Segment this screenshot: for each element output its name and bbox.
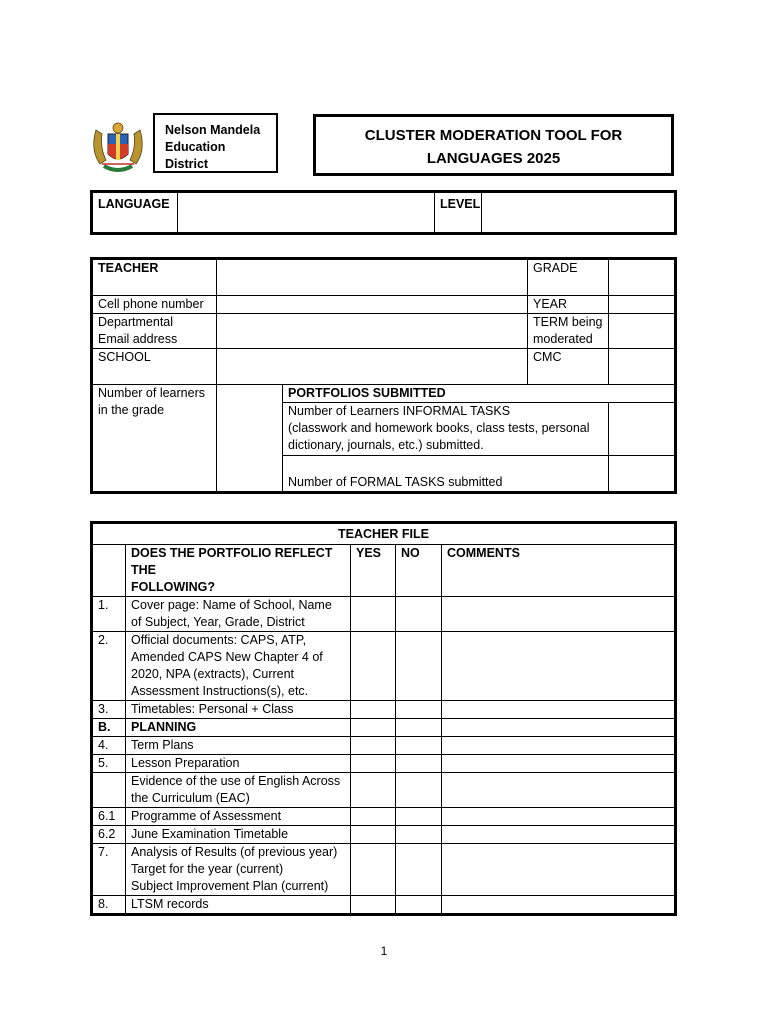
teacher-file-rows <box>92 597 676 915</box>
row-item <box>126 808 351 826</box>
learners-field[interactable] <box>217 385 283 493</box>
school-field[interactable] <box>217 349 528 385</box>
row-item-line: of Subject, Year, Grade, District <box>131 615 305 629</box>
cell-phone-label: Cell phone number <box>92 296 217 314</box>
row-number: 6.1 <box>92 808 126 826</box>
header-yes: YES <box>351 545 396 597</box>
teacher-label: TEACHER <box>92 259 217 296</box>
formal-tasks-field[interactable] <box>609 456 676 493</box>
no-cell[interactable] <box>396 597 442 632</box>
row-item <box>126 701 351 719</box>
comments-cell[interactable] <box>442 597 676 632</box>
yes-cell[interactable] <box>351 808 396 826</box>
comments-cell[interactable] <box>442 701 676 719</box>
no-cell[interactable] <box>396 632 442 701</box>
row-item-line: Lesson Preparation <box>131 756 240 770</box>
row-item <box>126 719 351 737</box>
row-item-line: Analysis of Results (of previous year) <box>131 845 338 859</box>
table-row <box>92 632 676 701</box>
comments-cell[interactable] <box>442 844 676 896</box>
no-cell[interactable] <box>396 808 442 826</box>
row-item-line: Official documents: CAPS, ATP, <box>131 633 307 647</box>
language-label: LANGUAGE <box>92 192 178 234</box>
district-box <box>153 113 278 173</box>
row-item-line: Timetables: Personal + Class <box>131 702 294 716</box>
level-label: LEVEL <box>435 192 482 234</box>
row-number: 6.2 <box>92 826 126 844</box>
cmc-field[interactable] <box>609 349 676 385</box>
language-field[interactable] <box>178 192 435 234</box>
row-item <box>126 597 351 632</box>
row-item-line: Subject Improvement Plan (current) <box>131 879 329 893</box>
header-question <box>126 545 351 597</box>
portfolios-heading: PORTFOLIOS SUBMITTED <box>283 385 676 403</box>
term-label-line1: TERM being <box>533 315 603 329</box>
row-item-line: LTSM records <box>131 897 209 911</box>
learners-label <box>92 385 217 493</box>
term-label-line2: moderated <box>533 332 593 346</box>
row-item <box>126 632 351 701</box>
no-cell[interactable] <box>396 719 442 737</box>
no-cell[interactable] <box>396 844 442 896</box>
no-cell[interactable] <box>396 826 442 844</box>
row-number <box>92 773 126 808</box>
coat-of-arms-logo <box>88 120 148 176</box>
yes-cell[interactable] <box>351 597 396 632</box>
yes-cell[interactable] <box>351 719 396 737</box>
teacher-field[interactable] <box>217 259 528 296</box>
cmc-label: CMC <box>528 349 609 385</box>
row-number: 1. <box>92 597 126 632</box>
yes-cell[interactable] <box>351 701 396 719</box>
table-row <box>92 597 676 632</box>
learners-label-line1: Number of learners <box>98 386 205 400</box>
row-item <box>126 755 351 773</box>
email-field[interactable] <box>217 314 528 349</box>
informal-tasks-label <box>283 403 609 456</box>
row-item-line: 2020, NPA (extracts), Current <box>131 667 295 681</box>
table-row <box>92 719 676 737</box>
table-row <box>92 896 676 915</box>
email-label-line2: Email address <box>98 332 178 346</box>
table-row <box>92 755 676 773</box>
comments-cell[interactable] <box>442 826 676 844</box>
header-no: NO <box>396 545 442 597</box>
table-row <box>92 826 676 844</box>
no-cell[interactable] <box>396 737 442 755</box>
yes-cell[interactable] <box>351 826 396 844</box>
comments-cell[interactable] <box>442 808 676 826</box>
teacher-file-title: TEACHER FILE <box>92 523 676 545</box>
comments-cell[interactable] <box>442 755 676 773</box>
row-item-line: Amended CAPS New Chapter 4 of <box>131 650 323 664</box>
no-cell[interactable] <box>396 896 442 915</box>
header-question-line2: FOLLOWING? <box>131 580 216 594</box>
row-item-line: Term Plans <box>131 738 194 752</box>
informal-line3: dictionary, journals, etc.) submitted. <box>288 438 484 452</box>
email-label <box>92 314 217 349</box>
row-number: 2. <box>92 632 126 701</box>
comments-cell[interactable] <box>442 737 676 755</box>
district-name-line1: Nelson Mandela <box>165 123 261 137</box>
no-cell[interactable] <box>396 755 442 773</box>
row-number: 8. <box>92 896 126 915</box>
no-cell[interactable] <box>396 701 442 719</box>
school-label: SCHOOL <box>92 349 217 385</box>
no-cell[interactable] <box>396 773 442 808</box>
term-label <box>528 314 609 349</box>
header-num-cell <box>92 545 126 597</box>
informal-tasks-field[interactable] <box>609 403 676 456</box>
row-item <box>126 896 351 915</box>
level-field[interactable] <box>482 192 676 234</box>
year-field[interactable] <box>609 296 676 314</box>
yes-cell[interactable] <box>351 773 396 808</box>
teacher-info-table <box>90 257 677 494</box>
grade-field[interactable] <box>609 259 676 296</box>
row-item-line: PLANNING <box>131 720 197 734</box>
yes-cell[interactable] <box>351 737 396 755</box>
learners-label-line2: in the grade <box>98 403 165 417</box>
table-row <box>92 701 676 719</box>
table-row <box>92 844 676 896</box>
row-item <box>126 826 351 844</box>
grade-label: GRADE <box>528 259 609 296</box>
term-field[interactable] <box>609 314 676 349</box>
yes-cell[interactable] <box>351 896 396 915</box>
comments-cell[interactable] <box>442 896 676 915</box>
comments-cell[interactable] <box>442 632 676 701</box>
row-item <box>126 737 351 755</box>
informal-line2: (classwork and homework books, class tests, personal <box>288 421 590 435</box>
informal-line1: Number of Learners INFORMAL TASKS <box>288 404 511 418</box>
header-comments: COMMENTS <box>442 545 676 597</box>
formal-tasks-label: Number of FORMAL TASKS submitted <box>283 456 609 493</box>
yes-cell[interactable] <box>351 632 396 701</box>
row-item-line: Cover page: Name of School, Name <box>131 598 332 612</box>
page-number: 1 <box>380 944 388 958</box>
yes-cell[interactable] <box>351 755 396 773</box>
document-title <box>313 114 674 176</box>
title-line1: CLUSTER MODERATION TOOL FOR <box>364 127 623 144</box>
table-row <box>92 808 676 826</box>
teacher-file-table <box>90 521 677 916</box>
row-number: 7. <box>92 844 126 896</box>
header-question-line1: DOES THE PORTFOLIO REFLECT THE <box>131 546 333 577</box>
cell-phone-field[interactable] <box>217 296 528 314</box>
table-row <box>92 737 676 755</box>
row-number: 4. <box>92 737 126 755</box>
row-item <box>126 844 351 896</box>
row-item-line: the Curriculum (EAC) <box>131 791 250 805</box>
comments-cell[interactable] <box>442 773 676 808</box>
yes-cell[interactable] <box>351 844 396 896</box>
row-item-line: Evidence of the use of English Across <box>131 774 341 788</box>
email-label-line1: Departmental <box>98 315 174 329</box>
row-item <box>126 773 351 808</box>
language-level-table <box>90 190 677 235</box>
row-item-line: June Examination Timetable <box>131 827 289 841</box>
row-item-line: Assessment Instructions(s), etc. <box>131 684 309 698</box>
table-row <box>92 773 676 808</box>
district-name-line2: Education District <box>165 140 226 171</box>
comments-cell[interactable] <box>442 719 676 737</box>
row-item-line: Programme of Assessment <box>131 809 282 823</box>
row-item-line: Target for the year (current) <box>131 862 284 876</box>
row-number: 3. <box>92 701 126 719</box>
title-line2: LANGUAGES 2025 <box>426 150 561 167</box>
row-number: 5. <box>92 755 126 773</box>
year-label: YEAR <box>528 296 609 314</box>
row-number: B. <box>92 719 126 737</box>
